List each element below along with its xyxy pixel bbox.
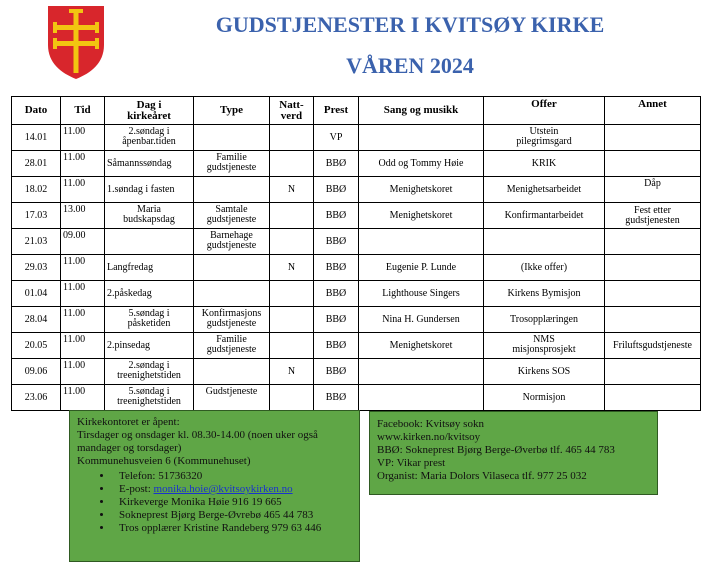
cell-priest: BBØ [314,151,359,177]
header-time: Tid [61,97,105,125]
cell-other: Dåp [605,177,701,203]
cell-communion [270,385,314,411]
office-info-box [69,410,360,562]
table-row [12,203,701,229]
header-priest: Prest [314,97,359,125]
cell-time: 11.00 [61,385,105,411]
cell-communion [270,151,314,177]
cell-priest: BBØ [314,307,359,333]
cell-type [194,177,270,203]
cell-music [359,229,484,255]
schedule-table [11,96,701,411]
cell-day: Såmannssøndag [105,151,194,177]
cell-communion: N [270,359,314,385]
cell-offering: NMS misjonsprosjekt [484,333,605,359]
cell-time: 11.00 [61,151,105,177]
table-row [12,151,701,177]
cell-time: 11.00 [61,125,105,151]
cell-time: 11.00 [61,177,105,203]
facebook-line: Facebook: Kvitsøy sokn [377,418,484,430]
header-type: Type [194,97,270,125]
cell-other [605,359,701,385]
cell-date: 29.03 [12,255,61,281]
header-day: Dag i kirkeåret [105,97,194,125]
cell-date: 28.04 [12,307,61,333]
page-subtitle: VÅREN 2024 [346,53,474,78]
cell-type [194,255,270,281]
cell-day: 2.søndag i treenighetstiden [105,359,194,385]
header-music: Sang og musikk [359,97,484,125]
cell-music: Menighetskoret [359,203,484,229]
table-row [12,333,701,359]
cell-music: Menighetskoret [359,177,484,203]
website-line: www.kirken.no/kvitsoy [377,431,481,443]
contact-item: • Tros opplærer Kristine Randeberg 979 63 446 [113,522,352,535]
cell-day: 5.søndag i påsketiden [105,307,194,333]
cell-other [605,125,701,151]
cell-date: 28.01 [12,151,61,177]
cell-communion [270,281,314,307]
cell-type [194,359,270,385]
table-row [12,229,701,255]
cell-other [605,255,701,281]
cell-priest: BBØ [314,385,359,411]
cell-type [194,281,270,307]
cell-other: Friluftsgudstjeneste [605,333,701,359]
cell-offering: Menighetsarbeidet [484,177,605,203]
cell-other: Fest etter gudstjenesten [605,203,701,229]
page-title: GUDSTJENESTER I KVITSØY KIRKE [215,12,605,37]
table-header-row [12,97,701,125]
cell-communion [270,307,314,333]
contact-item: • Kirkeverge Monika Høie 916 19 665 [113,496,352,509]
email-link[interactable]: monika.hoie@kvitsoykirken.no [153,483,293,495]
office-heading: Kirkekontoret er åpent: [77,416,180,428]
cell-day: Langfredag [105,255,194,281]
header-other: Annet [605,97,701,125]
cell-date: 01.04 [12,281,61,307]
cell-day: 5.søndag i treenighetstiden [105,385,194,411]
cell-offering: KRIK [484,151,605,177]
cell-day: 2.påskedag [105,281,194,307]
cell-music: Odd og Tommy Høie [359,151,484,177]
cell-other [605,385,701,411]
cell-music [359,385,484,411]
cell-time: 11.00 [61,333,105,359]
cell-date: 18.02 [12,177,61,203]
cell-communion [270,203,314,229]
cell-communion [270,333,314,359]
cell-date: 21.03 [12,229,61,255]
cell-type: Barnehage gudstjeneste [194,229,270,255]
cell-type: Familie gudstjeneste [194,151,270,177]
cell-music: Eugenie P. Lunde [359,255,484,281]
church-logo-icon [47,5,105,80]
office-address: Kommunehusveien 6 (Kommunehuset) [77,455,251,467]
office-contact-list [77,470,352,535]
cell-priest: BBØ [314,255,359,281]
office-email: • E-post: monika.hoie@kvitsoykirken.no [113,483,352,496]
vicar-line: VP: Vikar prest [377,457,446,469]
cell-offering: Kirkens SOS [484,359,605,385]
cell-day: 2.søndag i åpenbar.tiden [105,125,194,151]
header-date: Dato [12,97,61,125]
cell-communion: N [270,255,314,281]
cell-music: Menighetskoret [359,333,484,359]
cell-date: 20.05 [12,333,61,359]
cell-priest: BBØ [314,177,359,203]
cell-priest: BBØ [314,359,359,385]
cell-time: 11.00 [61,255,105,281]
cell-offering: Kirkens Bymisjon [484,281,605,307]
cell-type [194,125,270,151]
cell-day: 1.søndag i fasten [105,177,194,203]
table-row [12,281,701,307]
cell-date: 23.06 [12,385,61,411]
cell-other [605,307,701,333]
priest-line: BBØ: Sokneprest Bjørg Berge-Øverbø tlf. 465 44 783 [377,444,615,456]
cell-offering: Normisjon [484,385,605,411]
office-hours: Tirsdager og onsdager kl. 08.30-14.00 (noen uker også mandager og torsdager) [77,429,318,454]
cell-music: Lighthouse Singers [359,281,484,307]
cell-time: 09.00 [61,229,105,255]
organist-line: Organist: Maria Dolors Vilaseca tlf. 977 25 032 [377,470,587,482]
cell-other [605,151,701,177]
cell-offering: Utstein pilegrimsgard [484,125,605,151]
cell-day [105,229,194,255]
table-row [12,255,701,281]
cell-offering: Konfirmantarbeidet [484,203,605,229]
cell-offering: Trosopplæringen [484,307,605,333]
contact-item: • Sokneprest Bjørg Berge-Øvrebø 465 44 783 [113,509,352,522]
cell-offering: (Ikke offer) [484,255,605,281]
cell-type: Konfirmasjons gudstjeneste [194,307,270,333]
cell-priest: BBØ [314,229,359,255]
cell-other [605,281,701,307]
cell-priest: VP [314,125,359,151]
cell-communion: N [270,177,314,203]
cell-other [605,229,701,255]
cell-day: 2.pinsedag [105,333,194,359]
cell-type: Samtale gudstjeneste [194,203,270,229]
cell-time: 11.00 [61,281,105,307]
cell-time: 13.00 [61,203,105,229]
cell-day: Maria budskapsdag [105,203,194,229]
header-offering: Offer [484,97,605,125]
cell-date: 14.01 [12,125,61,151]
table-row [12,307,701,333]
cell-music [359,125,484,151]
table-row [12,385,701,411]
cell-priest: BBØ [314,333,359,359]
cell-priest: BBØ [314,281,359,307]
cell-type: Familie gudstjeneste [194,333,270,359]
parish-info-box [369,411,658,495]
cell-communion [270,229,314,255]
table-row [12,177,701,203]
table-row [12,125,701,151]
header-communion: Natt- verd [270,97,314,125]
cell-priest: BBØ [314,203,359,229]
cell-type: Gudstjeneste [194,385,270,411]
cell-music: Nina H. Gundersen [359,307,484,333]
cell-offering [484,229,605,255]
cell-time: 11.00 [61,359,105,385]
cell-date: 09.06 [12,359,61,385]
cell-time: 11.00 [61,307,105,333]
cell-date: 17.03 [12,203,61,229]
table-row [12,359,701,385]
cell-communion [270,125,314,151]
office-phone: • Telefon: 51736320 [113,470,352,483]
cell-music [359,359,484,385]
